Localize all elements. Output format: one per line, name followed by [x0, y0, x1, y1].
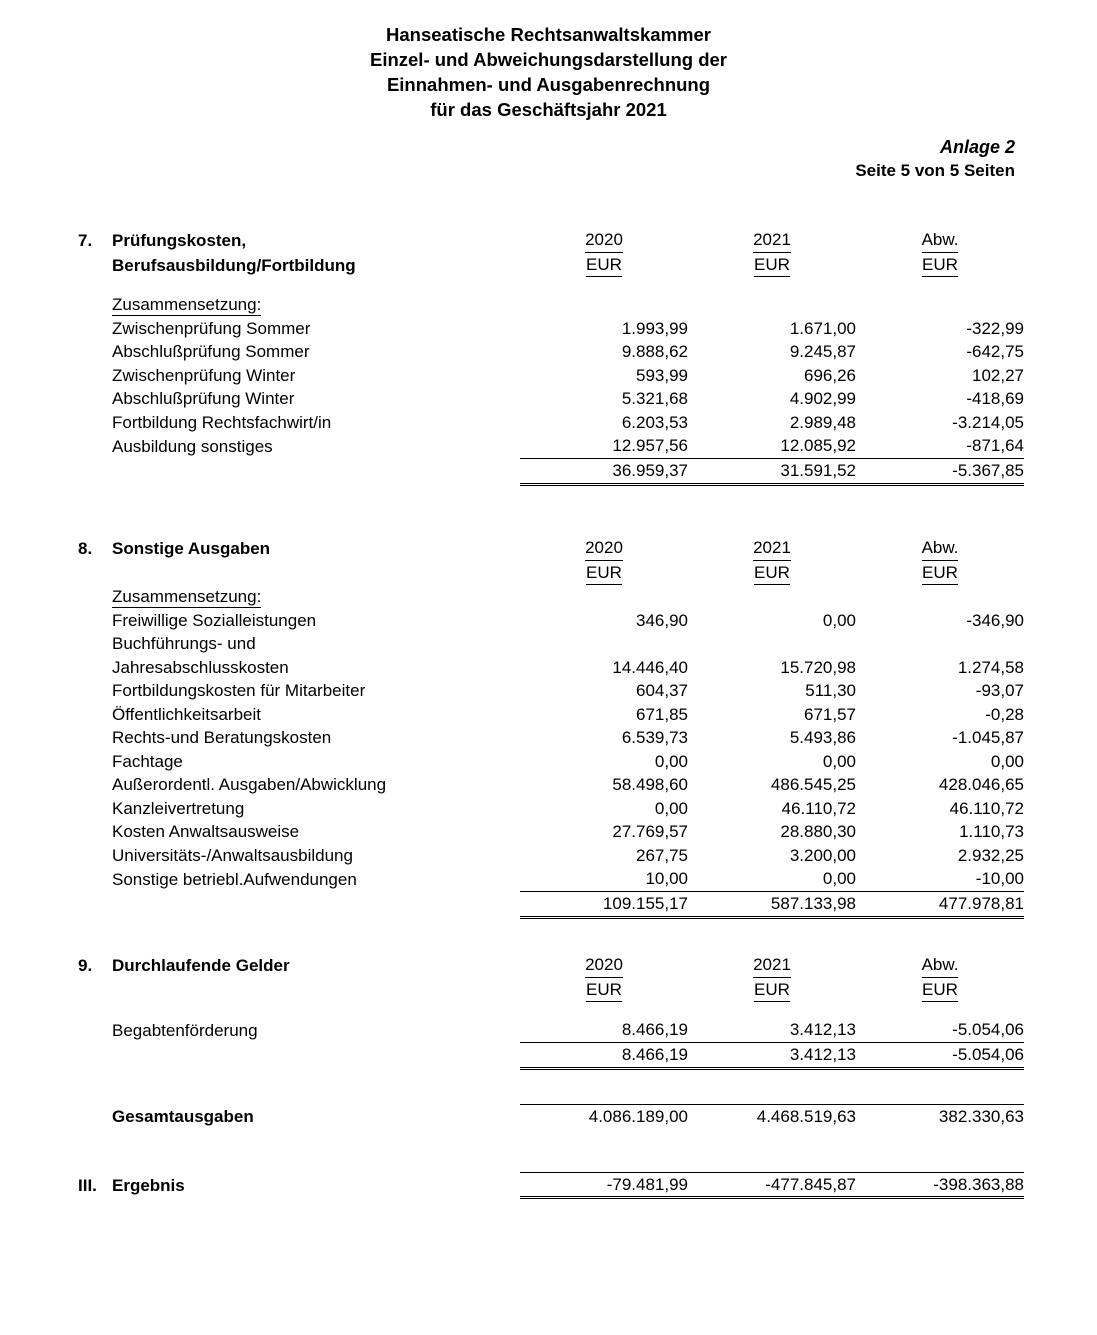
- empty-cell: [112, 891, 520, 918]
- column-header-currency-2: EUR: [688, 253, 856, 278]
- column-header-diff: Abw.: [856, 536, 1024, 561]
- row-value-year1: 604,37: [636, 681, 688, 700]
- empty-cell: [78, 656, 112, 680]
- column-header-year2: 2021: [688, 228, 856, 253]
- column-header-currency-1: EUR: [520, 561, 688, 586]
- row-value-year2: 1.671,00: [789, 318, 856, 338]
- row-value-year1: 5.321,68: [621, 389, 688, 408]
- table-row: [78, 317, 1024, 341]
- table-row: [78, 434, 1024, 458]
- attachment-info: [0, 136, 1097, 182]
- row-value-year1: [520, 632, 688, 656]
- section-header-row: [78, 536, 1024, 561]
- section-title: Prüfungskosten,: [112, 231, 247, 250]
- row-value-diff: -346,90: [966, 610, 1024, 630]
- row-value-year1: 0,00: [654, 798, 688, 818]
- row-label: Kosten Anwaltsausweise: [112, 822, 300, 841]
- section-currency-row: [78, 561, 1024, 586]
- empty-cell: [78, 750, 112, 774]
- empty-cell: [78, 891, 112, 918]
- row-value-year2: 0,00: [822, 751, 856, 771]
- section-total-row: [78, 1042, 1024, 1069]
- row-value-year1: 0,00: [654, 751, 688, 771]
- row-value-diff: -642,75: [966, 342, 1024, 361]
- row-label: Jahresabschlusskosten: [112, 657, 289, 677]
- table-row: [78, 340, 1024, 364]
- section-title: Durchlaufende Gelder: [112, 956, 290, 975]
- empty-cell: [112, 561, 520, 586]
- section-number: 7.: [78, 231, 93, 250]
- row-value-year1: 593,99: [636, 365, 688, 385]
- section-number: 8.: [78, 539, 93, 558]
- section-header-row: [78, 953, 1024, 978]
- column-header-diff: Abw.: [856, 228, 1024, 253]
- row-label: Begabtenförderung: [112, 1020, 258, 1040]
- table-row: [78, 364, 1024, 388]
- empty-cell: [78, 978, 112, 1003]
- composition-label-row: [78, 585, 1024, 609]
- row-label: Freiwillige Sozialleistungen: [112, 610, 317, 630]
- table-row: [78, 609, 1024, 633]
- row-value-year2: 3.200,00: [789, 845, 856, 865]
- empty-cell: [78, 1042, 112, 1069]
- empty-cell: [78, 561, 112, 586]
- table-row: [78, 750, 1024, 774]
- section-title: Sonstige Ausgaben: [112, 539, 271, 558]
- row-value-year1: 12.957,56: [520, 434, 688, 458]
- section-number: 9.: [78, 956, 93, 975]
- row-value-year1: 267,75: [636, 845, 688, 865]
- row-value-diff: -1.045,87: [952, 728, 1024, 747]
- empty-cell: [112, 978, 520, 1003]
- row-label: Fachtage: [112, 751, 183, 771]
- row-value-diff: -322,99: [966, 318, 1024, 338]
- row-value-diff: 46.110,72: [949, 798, 1024, 818]
- grand-total-row: [78, 1105, 1024, 1129]
- title-line-4: für das Geschäftsjahr 2021: [430, 99, 667, 120]
- row-value-diff: 428.046,65: [938, 775, 1024, 794]
- table-row: [78, 656, 1024, 680]
- row-value-diff: -5.054,06: [856, 1018, 1024, 1042]
- attachment-label: Anlage 2: [939, 137, 1015, 157]
- column-header-year1: 2020: [520, 536, 688, 561]
- grand-total-year1: 4.086.189,00: [520, 1105, 688, 1129]
- composition-label: Zusammensetzung:: [112, 295, 262, 314]
- row-value-diff: -418,69: [966, 389, 1024, 408]
- column-header-diff: Abw.: [856, 953, 1024, 978]
- row-label: Zwischenprüfung Sommer: [112, 318, 311, 338]
- empty-cell: [78, 773, 112, 797]
- empty-cell: [78, 1018, 112, 1042]
- row-value-year2: 15.720,98: [780, 657, 856, 677]
- row-value-year2: 2.989,48: [789, 412, 856, 432]
- row-value-diff: -93,07: [975, 681, 1024, 700]
- table-row: [78, 844, 1024, 868]
- row-value-year2: 511,30: [805, 681, 856, 700]
- empty-cell: [78, 679, 112, 703]
- column-header-year1: 2020: [520, 228, 688, 253]
- empty-cell: [78, 434, 112, 458]
- row-value-diff: -10,00: [856, 867, 1024, 891]
- row-label: Ausbildung sonstiges: [112, 436, 273, 456]
- row-value-year2: 46.110,72: [781, 798, 856, 818]
- row-value-year1: 6.539,73: [621, 728, 688, 747]
- row-value-diff: 102,27: [972, 365, 1024, 385]
- row-value-year2: 3.412,13: [688, 1018, 856, 1042]
- title-line-2: Einzel- und Abweichungsdarstellung der: [369, 49, 727, 70]
- result-number: III.: [78, 1176, 97, 1195]
- financial-table: [78, 228, 1024, 1199]
- row-value-year2: 12.085,92: [688, 434, 856, 458]
- column-header-year2: 2021: [688, 536, 856, 561]
- row-label: Fortbildung Rechtsfachwirt/in: [112, 412, 332, 432]
- row-value-year2: 9.245,87: [789, 342, 856, 361]
- row-value-year1: 671,85: [636, 704, 688, 724]
- empty-cell: [78, 797, 112, 821]
- column-header-currency-1: EUR: [520, 253, 688, 278]
- row-label: Rechts-und Beratungskosten: [112, 728, 332, 747]
- document-title: [0, 22, 1097, 122]
- row-label: Abschlußprüfung Winter: [112, 389, 295, 408]
- row-value-year2: 5.493,86: [789, 728, 856, 747]
- grand-total-diff: 382.330,63: [856, 1105, 1024, 1129]
- table-row: [78, 703, 1024, 727]
- row-label: Außerordentl. Ausgaben/Abwicklung: [112, 775, 387, 794]
- row-value-year2: 0,00: [688, 867, 856, 891]
- table-row: [78, 773, 1024, 797]
- table-row: [78, 797, 1024, 821]
- table-row: [78, 411, 1024, 435]
- composition-label-row: [78, 293, 1024, 317]
- row-label: Kanzleivertretung: [112, 798, 245, 818]
- section-subtitle-row: [78, 253, 1024, 278]
- row-value-year1: 1.993,99: [621, 318, 688, 338]
- page-number-label: Seite 5 von 5 Seiten: [855, 161, 1015, 180]
- row-value-year1: 346,90: [636, 610, 688, 630]
- column-header-currency-3: EUR: [856, 978, 1024, 1003]
- total-value-diff: 477.978,81: [856, 891, 1024, 918]
- row-value-year2: [688, 632, 856, 656]
- total-value-diff: -5.367,85: [856, 458, 1024, 485]
- empty-cell: [78, 411, 112, 435]
- row-value-year1: 6.203,53: [621, 412, 688, 432]
- row-value-year2: 486.545,25: [770, 775, 856, 794]
- row-value-diff: -0,28: [985, 704, 1024, 724]
- table-row: [78, 679, 1024, 703]
- row-label: Öffentlichkeitsarbeit: [112, 704, 261, 724]
- empty-cell: [78, 364, 112, 388]
- empty-cell: [78, 632, 112, 656]
- row-value-diff: [856, 632, 1024, 656]
- row-label: Buchführungs- und: [112, 634, 256, 653]
- empty-cell: [78, 293, 112, 317]
- result-year1: -79.481,99: [520, 1172, 688, 1198]
- empty-cell: [78, 317, 112, 341]
- empty-cell: [78, 1105, 112, 1129]
- column-header-currency-2: EUR: [688, 561, 856, 586]
- row-value-diff: 0,00: [990, 751, 1024, 771]
- document-page: [0, 22, 1097, 1335]
- section-subtitle: Berufsausbildung/Fortbildung: [112, 255, 356, 275]
- empty-cell: [78, 340, 112, 364]
- column-header-currency-3: EUR: [856, 253, 1024, 278]
- table-row: [78, 867, 1024, 891]
- composition-label: Zusammensetzung:: [112, 587, 262, 606]
- row-label: Abschlußprüfung Sommer: [112, 342, 310, 361]
- grand-total-year2: 4.468.519,63: [688, 1105, 856, 1129]
- grand-total-label: Gesamtausgaben: [112, 1107, 254, 1126]
- table-row: [78, 632, 1024, 656]
- empty-cell: [78, 458, 112, 485]
- row-value-diff: -871,64: [856, 434, 1024, 458]
- row-label: Fortbildungskosten für Mitarbeiter: [112, 681, 366, 700]
- row-value-year1: 58.498,60: [612, 775, 688, 794]
- empty-cell: [78, 387, 112, 411]
- table-row: [78, 820, 1024, 844]
- total-value-year1: 109.155,17: [520, 891, 688, 918]
- total-value-year2: 31.591,52: [688, 458, 856, 485]
- row-value-diff: -3.214,05: [952, 412, 1024, 432]
- table-row: [78, 726, 1024, 750]
- empty-cell: [78, 820, 112, 844]
- empty-cell: [78, 609, 112, 633]
- result-diff: -398.363,88: [856, 1172, 1024, 1198]
- column-header-currency-2: EUR: [688, 978, 856, 1003]
- row-value-year1: 27.769,57: [612, 822, 688, 841]
- empty-cell: [112, 1042, 520, 1069]
- column-header-year2: 2021: [688, 953, 856, 978]
- row-value-year1: 14.446,40: [612, 657, 688, 677]
- section-total-row: [78, 458, 1024, 485]
- column-header-currency-3: EUR: [856, 561, 1024, 586]
- section-header-row: [78, 228, 1024, 253]
- title-line-1: Hanseatische Rechtsanwaltskammer: [386, 24, 711, 45]
- row-value-diff: 1.274,58: [957, 657, 1024, 677]
- row-value-year2: 0,00: [822, 610, 856, 630]
- total-value-diff: -5.054,06: [856, 1042, 1024, 1069]
- empty-cell: [78, 867, 112, 891]
- section-total-row: [78, 891, 1024, 918]
- row-value-year1: 8.466,19: [520, 1018, 688, 1042]
- row-value-year2: 28.880,30: [780, 822, 856, 841]
- row-value-year1: 9.888,62: [621, 342, 688, 361]
- empty-cell: [78, 726, 112, 750]
- empty-cell: [78, 585, 112, 609]
- section-currency-row: [78, 978, 1024, 1003]
- total-value-year2: 587.133,98: [688, 891, 856, 918]
- title-line-3: Einnahmen- und Ausgabenrechnung: [386, 74, 711, 95]
- total-value-year1: 36.959,37: [520, 458, 688, 485]
- result-row: [78, 1172, 1024, 1198]
- row-value-year2: 4.902,99: [789, 389, 856, 408]
- table-row: [78, 387, 1024, 411]
- column-header-currency-1: EUR: [520, 978, 688, 1003]
- row-value-diff: 1.110,73: [959, 822, 1024, 841]
- total-value-year2: 3.412,13: [688, 1042, 856, 1069]
- row-value-diff: 2.932,25: [957, 845, 1024, 865]
- row-value-year2: 671,57: [804, 704, 856, 724]
- column-header-year1: 2020: [520, 953, 688, 978]
- table-row: [78, 1018, 1024, 1042]
- row-value-year2: 696,26: [804, 365, 856, 385]
- row-label: Universitäts-/Anwaltsausbildung: [112, 845, 353, 865]
- row-value-year1: 10,00: [520, 867, 688, 891]
- result-label: Ergebnis: [112, 1176, 185, 1195]
- result-year2: -477.845,87: [688, 1172, 856, 1198]
- empty-cell: [78, 703, 112, 727]
- empty-cell: [78, 844, 112, 868]
- row-label: Sonstige betriebl.Aufwendungen: [112, 869, 357, 889]
- empty-cell: [112, 458, 520, 485]
- empty-cell: [78, 253, 112, 278]
- total-value-year1: 8.466,19: [520, 1042, 688, 1069]
- row-label: Zwischenprüfung Winter: [112, 365, 296, 385]
